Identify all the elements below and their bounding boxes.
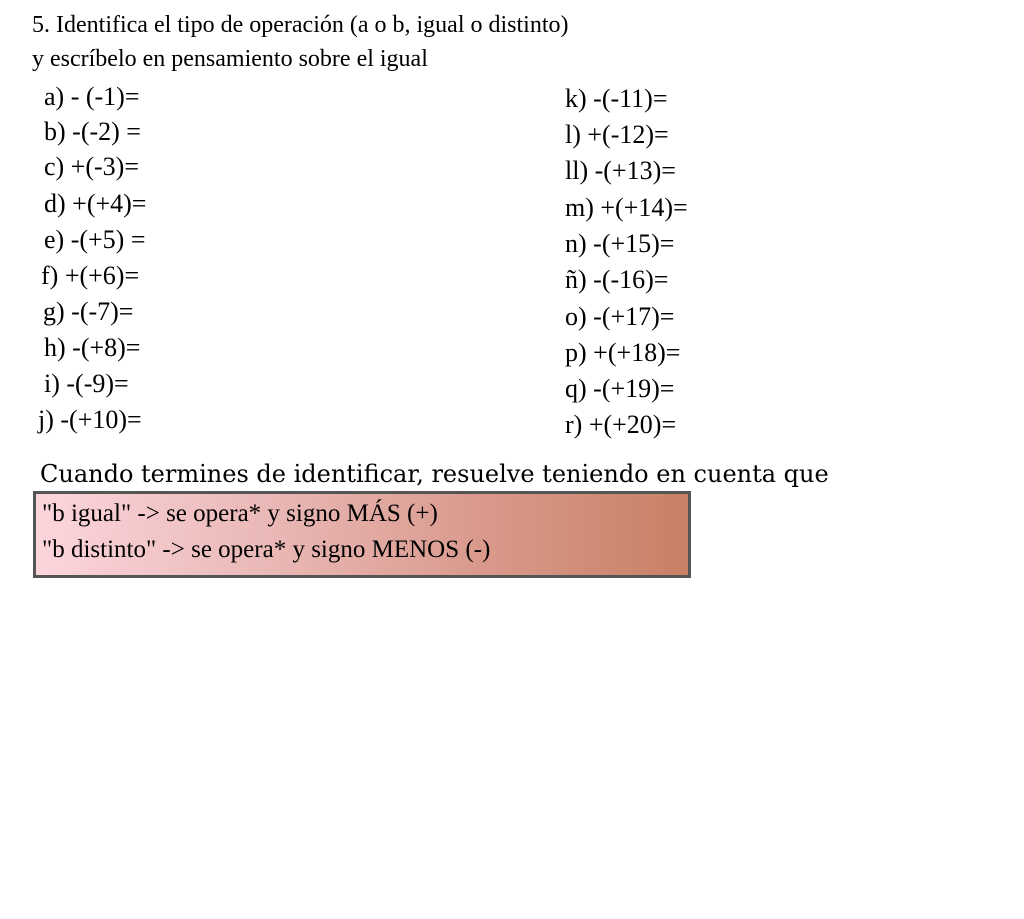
exercise-item-h: h) -(+8)= <box>44 333 141 362</box>
exercise-item-m: m) +(+14)= <box>565 193 688 222</box>
exercise-item-j: j) -(+10)= <box>38 405 142 434</box>
exercise-item-a: a) - (-1)= <box>44 82 140 111</box>
exercise-item-e: e) -(+5) = <box>44 225 146 254</box>
rule-line-distinto: "b distinto" -> se opera* y signo MENOS (-) <box>42 536 491 563</box>
exercise-item-o: o) -(+17)= <box>565 302 675 331</box>
exercise-item-i: i) -(-9)= <box>44 369 129 398</box>
instruction-text: Cuando termines de identificar, resuelve teniendo en cuenta que <box>40 460 829 488</box>
exercise-item-k: k) -(-11)= <box>565 84 668 113</box>
heading-line-1: 5. Identifica el tipo de operación (a o b, igual o distinto) <box>32 12 569 38</box>
rule-line-igual: "b igual" -> se opera* y signo MÁS (+) <box>42 500 438 527</box>
rule-box <box>33 491 691 578</box>
exercise-item-c: c) +(-3)= <box>44 152 139 181</box>
exercise-item-n: n) -(+15)= <box>565 229 675 258</box>
exercise-item-g: g) -(-7)= <box>43 297 134 326</box>
exercise-item-ll: ll) -(+13)= <box>565 156 676 185</box>
exercise-item-f: f) +(+6)= <box>41 261 140 290</box>
exercise-item-l: l) +(-12)= <box>565 120 669 149</box>
heading-line-2: y escríbelo en pensamiento sobre el igual <box>32 46 428 72</box>
exercise-item-p: p) +(+18)= <box>565 338 681 367</box>
exercise-item-r: r) +(+20)= <box>565 410 677 439</box>
exercise-item-q: q) -(+19)= <box>565 374 675 403</box>
exercise-item-d: d) +(+4)= <box>44 189 147 218</box>
exercise-item-enye: ñ) -(-16)= <box>565 265 669 294</box>
exercise-item-b: b) -(-2) = <box>44 117 141 146</box>
